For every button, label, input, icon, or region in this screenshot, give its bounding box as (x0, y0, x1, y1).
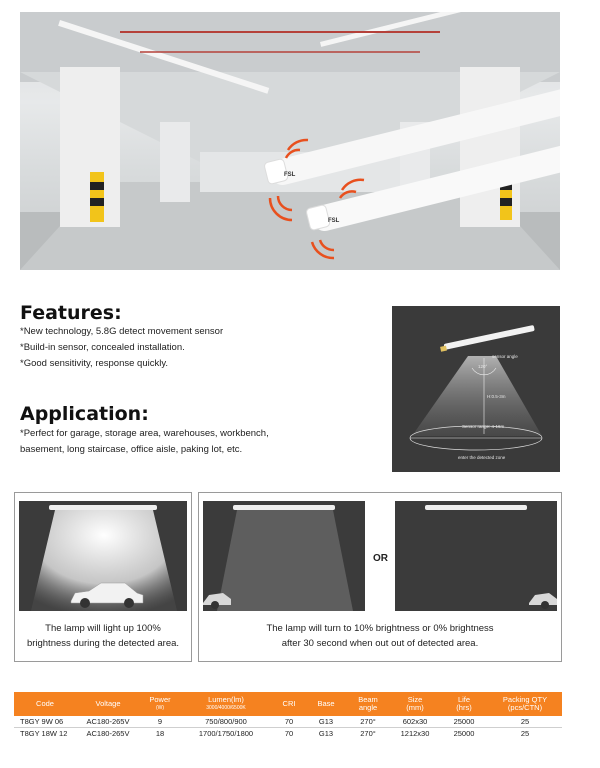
cell-beam: 270° (346, 716, 390, 728)
header-size: Size (mm) (390, 692, 440, 716)
header-life-unit: (hrs) (456, 703, 472, 712)
cell-power: 18 (155, 729, 165, 738)
brand-label: FSL (284, 172, 296, 178)
header-lumen: Lumen(lm) 3000/4000/6500K (180, 692, 272, 716)
feature-item: *Good sensitivity, response quickly. (20, 358, 169, 369)
left-caption-line: brightness during the detected area. (26, 638, 180, 649)
cell-cri: 70 (272, 716, 306, 728)
right-caption-line: after 30 second when out out of detected area. (281, 638, 479, 649)
lit-scene (19, 501, 187, 611)
header-voltage: Voltage (76, 692, 140, 716)
or-label: OR (373, 553, 388, 564)
spec-table (14, 692, 562, 739)
cell-base: G13 (306, 716, 346, 728)
cell-code: T8GY 18W 12 (20, 729, 68, 738)
table-row (14, 728, 562, 740)
sensor-angle-label: sensor angle (492, 354, 518, 359)
cell-beam: 270° (360, 729, 376, 738)
angle-value-label: 120° (478, 364, 488, 369)
car-icon (527, 585, 557, 611)
header-packing-unit: (pcs/CTN) (507, 703, 543, 712)
header-lumen-sub: 3000/4000/6500K (206, 705, 246, 711)
cell-base: G13 (318, 729, 334, 738)
application-line: *Perfect for garage, storage area, warehouses, workbench, (20, 428, 269, 439)
detected-panel (14, 492, 192, 662)
application-title: Application: (20, 403, 149, 425)
cell-life: 25000 (453, 729, 475, 738)
dim-scene-10 (203, 501, 365, 611)
cell-lumen: 750/800/900 (180, 716, 272, 728)
header-size-unit: (mm) (406, 703, 424, 712)
car-icon (203, 585, 233, 611)
header-power-unit: (W) (155, 705, 165, 711)
header-code: Code (14, 692, 76, 716)
cell-life: 25000 (440, 716, 488, 728)
cell-voltage: AC180-265V (76, 716, 140, 728)
table-header-row (14, 692, 562, 716)
height-label: H:0.5-3m (487, 394, 506, 399)
cell-packing: 25 (520, 729, 530, 738)
brand-label: FSL (328, 218, 340, 224)
sensor-range-diagram (392, 306, 560, 472)
cell-cri: 70 (284, 729, 294, 738)
application-line: basement, long staircase, office aisle, paking lot, etc. (20, 444, 243, 455)
table-row (14, 716, 562, 728)
header-beam: Beam angle (346, 692, 390, 716)
right-caption-line: The lamp will turn to 10% brightness or 0% brightness (266, 623, 494, 634)
undetected-panel (198, 492, 562, 662)
cell-code: T8GY 9W 06 (14, 716, 76, 728)
car-icon (67, 579, 147, 609)
header-beam-sub: angle (358, 703, 378, 712)
header-life: Life (hrs) (440, 692, 488, 716)
header-packing: Packing QTY (pcs/CTN) (488, 692, 562, 716)
cell-size: 1212x30 (400, 729, 430, 738)
header-cri: CRI (272, 692, 306, 716)
header-base: Base (306, 692, 346, 716)
hero-photo (20, 12, 560, 270)
dark-scene-0 (395, 501, 557, 611)
cell-voltage: AC180-265V (86, 729, 130, 738)
sensor-cone-graphic (392, 306, 560, 472)
cell-size: 602x30 (390, 716, 440, 728)
zone-label: enter the detected zone (458, 455, 506, 460)
sensor-range-label: Sensor range: 4-16m (462, 424, 505, 429)
cell-power: 9 (140, 716, 180, 728)
cell-lumen: 1700/1750/1800 (198, 729, 254, 738)
feature-item: *Build-in sensor, concealed installation. (20, 342, 185, 353)
lamp-tube (425, 505, 527, 510)
cell-packing: 25 (488, 716, 562, 728)
header-power: Power (W) (140, 692, 180, 716)
garage-illustration (20, 12, 560, 270)
left-caption-line: The lamp will light up 100% (45, 623, 161, 634)
features-title: Features: (20, 302, 122, 324)
feature-item: *New technology, 5.8G detect movement sensor (20, 326, 224, 337)
